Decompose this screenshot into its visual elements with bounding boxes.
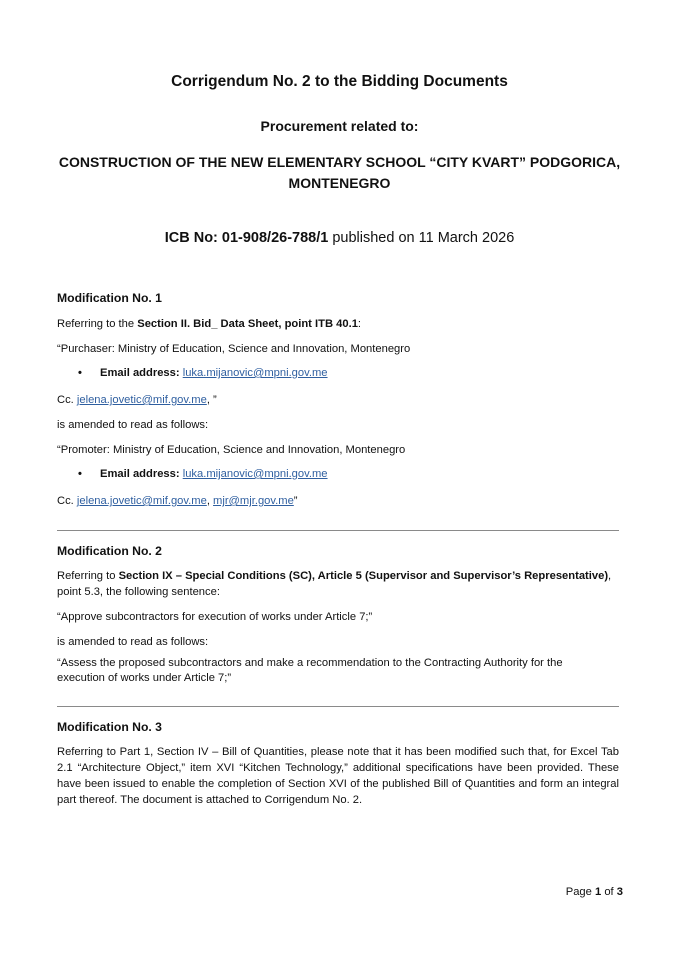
mod1-reference — [57, 317, 619, 332]
mod2-ref-section: Section IX – Special Conditions (SC), Article 5 (Supervisor and Supervisor’s Representative) — [118, 570, 609, 582]
icb-published: published on 11 March 2026 — [328, 230, 515, 246]
mod1-heading: Modification No. 1 — [57, 291, 162, 305]
mod1-purchaser: “Purchaser: Ministry of Education, Science and Innovation, Montenegro — [57, 343, 411, 355]
mod2-reference-line2: point 5.3, the following sentence: — [57, 586, 220, 598]
mod3-paragraph: Referring to Part 1, Section IV – Bill of Quantities, please note that it has been modified such that, for Excel Tab 2.1 “Architecture Object,” item XVI “Kitchen Technology,” additional specifications have been provided. These have been issued to enable the completion of Section XVI of the published Bill of Quantities and form an integral part thereof. The document is attached to Corrigendum No. 2. — [57, 746, 619, 806]
mod1-email-bullet-2 — [78, 468, 328, 480]
email-link[interactable]: luka.mijanovic@mpni.gov.me — [182, 468, 328, 480]
mod2-quote-new-line2: execution of works under Article 7;” — [57, 672, 232, 684]
mod1-ref-prefix: Referring to the — [57, 318, 138, 330]
document-subtitle: Procurement related to: — [260, 118, 419, 134]
mod2-quote-original: “Approve subcontractors for execution of works under Article 7;” — [57, 611, 373, 623]
project-title — [40, 152, 639, 194]
mod2-quote-new-line1: “Assess the proposed subcontractors and make a recommendation to the Contracting Authority for the — [57, 657, 563, 669]
total-pages: 3 — [616, 886, 623, 898]
email-label: Email address: — [100, 468, 183, 480]
mod1-promoter: “Promoter: Ministry of Education, Science and Innovation, Montenegro — [57, 444, 406, 456]
mod2-ref-suffix: , — [608, 570, 612, 582]
cc-suffix: , ” — [206, 394, 217, 406]
current-page: 1 — [594, 886, 602, 898]
of-label: of — [601, 886, 617, 898]
cc-suffix: ” — [293, 495, 298, 507]
cc-label: Cc. — [57, 394, 77, 406]
section-divider — [57, 706, 619, 707]
icb-line — [40, 230, 639, 246]
bullet-icon: • — [78, 367, 82, 379]
email-link[interactable]: luka.mijanovic@mpni.gov.me — [182, 367, 328, 379]
cc-separator: , — [206, 495, 214, 507]
mod1-cc-2 — [57, 494, 619, 509]
cc-email-link[interactable]: mjr@mjr.gov.me — [213, 495, 294, 507]
cc-email-link[interactable]: jelena.jovetic@mif.gov.me — [76, 495, 207, 507]
bullet-icon: • — [78, 468, 82, 480]
cc-label: Cc. — [57, 495, 77, 507]
project-title-line1: CONSTRUCTION OF THE NEW ELEMENTARY SCHOOL “CITY KVART” PODGORICA, — [58, 154, 621, 170]
icb-number: ICB No: 01-908/26-788/1 — [164, 230, 329, 246]
mod2-amended: is amended to read as follows: — [57, 636, 209, 648]
project-title-line2: MONTENEGRO — [288, 175, 391, 191]
cc-email-link[interactable]: jelena.jovetic@mif.gov.me — [76, 394, 207, 406]
mod1-cc — [57, 393, 619, 408]
mod1-ref-suffix: : — [357, 318, 362, 330]
mod2-reference — [57, 569, 627, 584]
page-number — [566, 886, 623, 898]
mod2-ref-prefix: Referring to — [57, 570, 119, 582]
section-divider — [57, 530, 619, 531]
document-title: Corrigendum No. 2 to the Bidding Documents — [171, 73, 508, 90]
mod1-email-bullet — [78, 367, 328, 379]
email-label: Email address: — [100, 367, 183, 379]
mod2-heading: Modification No. 2 — [57, 544, 162, 558]
page-label: Page — [565, 886, 595, 898]
mod1-amended: is amended to read as follows: — [57, 419, 209, 431]
mod1-ref-section: Section II. Bid_ Data Sheet, point ITB 40.1 — [137, 318, 358, 330]
mod3-heading: Modification No. 3 — [57, 720, 162, 734]
